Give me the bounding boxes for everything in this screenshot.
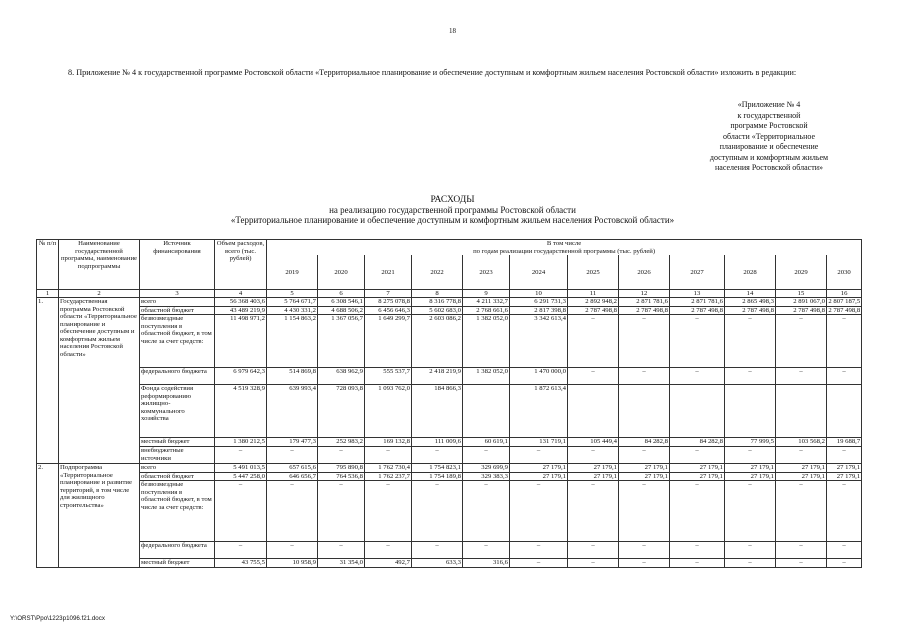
year-value-cell: – (463, 447, 510, 464)
header-year: 2020 (318, 255, 365, 289)
funding-source: местный бюджет (140, 438, 215, 447)
total-value-cell: 4 519 328,9 (215, 385, 267, 438)
column-number: 4 (215, 289, 267, 298)
year-value-cell: 4 688 506,2 (318, 306, 365, 315)
funding-source: безвозмездные поступления в областной бюджет, в том числе за счет средств: (140, 481, 215, 542)
year-value-cell: 27 179,1 (776, 472, 827, 481)
header-year: 2027 (670, 255, 725, 289)
column-number: 15 (776, 289, 827, 298)
column-number: 12 (619, 289, 670, 298)
header-year: 2019 (267, 255, 318, 289)
year-value-cell: – (412, 542, 463, 559)
year-value-cell: – (365, 447, 412, 464)
year-value-cell: – (670, 447, 725, 464)
year-value-cell: 646 656,7 (267, 472, 318, 481)
year-value-cell: 27 179,1 (670, 464, 725, 473)
year-value-cell: 2 871 781,6 (619, 298, 670, 307)
year-value-cell: – (827, 315, 862, 368)
year-value-cell: 27 179,1 (568, 472, 619, 481)
year-value-cell: – (670, 542, 725, 559)
header-group-title: В том числе (546, 240, 582, 247)
column-number: 5 (267, 289, 318, 298)
year-value-cell: – (619, 447, 670, 464)
year-value-cell (619, 385, 670, 438)
column-number: 14 (725, 289, 776, 298)
year-value-cell: 2 817 398,8 (510, 306, 568, 315)
column-number: 13 (670, 289, 725, 298)
year-value-cell: 764 536,8 (318, 472, 365, 481)
table-row (37, 542, 862, 559)
year-value-cell: 2 787 498,8 (725, 306, 776, 315)
funding-source: федерального бюджета (140, 368, 215, 385)
title-main: РАСХОДЫ (430, 195, 475, 205)
year-value-cell: – (619, 368, 670, 385)
year-value-cell (725, 385, 776, 438)
year-value-cell: 6 308 546,1 (318, 298, 365, 307)
year-value-cell: – (568, 368, 619, 385)
year-value-cell: – (670, 368, 725, 385)
column-number: 6 (318, 289, 365, 298)
table-row (37, 298, 862, 307)
year-value-cell: 252 983,2 (318, 438, 365, 447)
year-value-cell: 1 649 299,7 (365, 315, 412, 368)
year-value-cell: 169 132,8 (365, 438, 412, 447)
header-year: 2028 (725, 255, 776, 289)
year-value-cell: – (619, 542, 670, 559)
table-row (37, 447, 862, 464)
year-value-cell: 84 282,8 (619, 438, 670, 447)
year-value-cell: 1 754 823,1 (412, 464, 463, 473)
header-name: Наименование государственной программы, наименование подпрограммы (59, 240, 140, 290)
funding-source: всего (140, 464, 215, 473)
appendix-line: области «Территориальное (722, 131, 816, 141)
year-value-cell: – (568, 315, 619, 368)
year-value-cell: 1 093 762,0 (365, 385, 412, 438)
page-number: 18 (449, 27, 456, 35)
year-value-cell: 514 869,8 (267, 368, 318, 385)
year-value-cell: 5 764 671,7 (267, 298, 318, 307)
table-row (37, 464, 862, 473)
year-value-cell: – (267, 542, 318, 559)
year-value-cell: 1 367 056,7 (318, 315, 365, 368)
year-value-cell: 2 787 498,8 (776, 306, 827, 315)
year-value-cell: – (568, 542, 619, 559)
year-value-cell: 27 179,1 (510, 464, 568, 473)
year-value-cell: – (463, 542, 510, 559)
year-value-cell: 638 962,9 (318, 368, 365, 385)
column-number: 1 (37, 289, 59, 298)
year-value-cell: – (619, 315, 670, 368)
header-year: 2029 (776, 255, 827, 289)
total-value-cell: 56 368 403,6 (215, 298, 267, 307)
year-value-cell: – (412, 481, 463, 542)
funding-source: местный бюджет (140, 559, 215, 568)
table-row (37, 559, 862, 568)
year-value-cell: 2 768 661,6 (463, 306, 510, 315)
year-value-cell: 555 537,7 (365, 368, 412, 385)
year-value-cell: 2 787 498,8 (670, 306, 725, 315)
funding-source: областной бюджет (140, 472, 215, 481)
year-value-cell: 27 179,1 (827, 472, 862, 481)
year-value-cell: 84 282,8 (670, 438, 725, 447)
document-title (0, 195, 905, 225)
year-value-cell: – (827, 447, 862, 464)
year-value-cell: – (725, 542, 776, 559)
year-value-cell: – (568, 481, 619, 542)
year-value-cell: – (412, 447, 463, 464)
title-sub1: на реализацию государственной программы Ростовской области (329, 205, 576, 215)
year-value-cell: – (365, 542, 412, 559)
table-row (37, 385, 862, 438)
year-value-cell: 5 602 683,0 (412, 306, 463, 315)
year-value-cell: 2 865 498,3 (725, 298, 776, 307)
year-value-cell: 2 787 498,8 (619, 306, 670, 315)
year-value-cell: 2 787 498,8 (568, 306, 619, 315)
year-value-cell: 639 993,4 (267, 385, 318, 438)
total-value-cell: 11 498 971,2 (215, 315, 267, 368)
header-source: Источник финансирования (140, 240, 215, 290)
year-value-cell: – (510, 481, 568, 542)
header-total: Объем расходов, всего (тыс. рублей) (215, 240, 267, 290)
table-row (37, 368, 862, 385)
year-value-cell: – (510, 447, 568, 464)
year-value-cell: 27 179,1 (619, 464, 670, 473)
header-year: 2023 (463, 255, 510, 289)
column-number: 8 (412, 289, 463, 298)
year-value-cell: 131 719,1 (510, 438, 568, 447)
year-value-cell: 1 382 052,0 (463, 315, 510, 368)
title-sub2: «Территориальное планирование и обеспечение доступным и комфортным жильем населения Ростовской области» (230, 215, 675, 225)
year-value-cell: 103 568,2 (776, 438, 827, 447)
year-value-cell: – (267, 447, 318, 464)
year-value-cell: 179 477,3 (267, 438, 318, 447)
header-year: 2021 (365, 255, 412, 289)
year-value-cell: – (827, 559, 862, 568)
year-value-cell: – (510, 559, 568, 568)
header-year: 2022 (412, 255, 463, 289)
year-value-cell: 2 787 498,8 (828, 306, 861, 314)
year-value-cell: – (568, 559, 619, 568)
appendix-line: к государственной (737, 110, 801, 120)
column-number: 3 (140, 289, 215, 298)
year-value-cell: 2 603 086,2 (412, 315, 463, 368)
year-value-cell: – (827, 542, 862, 559)
year-value-cell: 1 154 863,2 (267, 315, 318, 368)
year-value-cell: 4 430 331,2 (267, 306, 318, 315)
year-value-cell: 31 354,0 (318, 559, 365, 568)
header-year: 2025 (568, 255, 619, 289)
year-value-cell: 316,6 (463, 559, 510, 568)
footer-file-path: Y:\ORST\Ppo\1223p1096.f21.docx (10, 615, 105, 622)
year-value-cell: – (725, 481, 776, 542)
year-value-cell: 1 382 052,0 (463, 368, 510, 385)
year-value-cell: – (619, 481, 670, 542)
section-number: 1. (37, 298, 59, 464)
section-number: 2. (37, 464, 59, 568)
funding-source: областной бюджет (140, 306, 215, 315)
header-year: 2024 (510, 255, 568, 289)
year-value-cell: 795 890,8 (318, 464, 365, 473)
total-value-cell: 1 380 212,5 (215, 438, 267, 447)
funding-source: федерального бюджета (140, 542, 215, 559)
year-value-cell: 6 291 731,3 (510, 298, 568, 307)
appendix-line: доступным и комфортным жильем (709, 152, 829, 162)
year-value-cell: – (619, 559, 670, 568)
year-value-cell: 1 470 000,0 (510, 368, 568, 385)
year-value-cell: – (725, 315, 776, 368)
year-value-cell: – (725, 368, 776, 385)
appendix-reference (684, 100, 854, 174)
year-value-cell: 27 179,1 (568, 464, 619, 473)
expenditure-table (36, 239, 862, 568)
column-number: 10 (510, 289, 568, 298)
year-value-cell: 27 179,1 (725, 464, 776, 473)
year-value-cell: 27 179,1 (725, 472, 776, 481)
total-value-cell: 5 447 258,0 (215, 472, 267, 481)
year-value-cell: 2 418 219,9 (412, 368, 463, 385)
year-value-cell: – (776, 559, 827, 568)
year-value-cell: 27 179,1 (510, 472, 568, 481)
program-name: Подпрограмма «Территориальное планирование и развитие территорий, в том числе для жилищного строительства» (59, 464, 140, 568)
appendix-line: «Приложение № 4 (737, 100, 801, 109)
program-name: Государственная программа Ростовской области «Территориальное планирование и обеспечение доступным и комфортным жильем населения Ростовской области» (59, 298, 140, 464)
funding-source: безвозмездные поступления в областной бюджет, в том числе за счет средств: (140, 315, 215, 368)
column-number: 2 (59, 289, 140, 298)
table-row (37, 481, 862, 542)
year-value-cell: 728 093,8 (318, 385, 365, 438)
year-value-cell: 2 892 948,2 (568, 298, 619, 307)
year-value-cell: 657 615,6 (267, 464, 318, 473)
total-value-cell: 43 755,5 (215, 559, 267, 568)
year-value-cell: 329 699,9 (463, 464, 510, 473)
year-value-cell: – (827, 481, 862, 542)
year-value-cell: 111 009,6 (412, 438, 463, 447)
appendix-line: программе Ростовской (730, 121, 808, 130)
year-value-cell: 2 891 067,0 (776, 298, 827, 307)
year-value-cell: – (776, 447, 827, 464)
total-value-cell: – (215, 447, 267, 464)
table-row (37, 315, 862, 368)
header-year: 2026 (619, 255, 670, 289)
year-value-cell: 1 754 189,8 (412, 472, 463, 481)
year-value-cell: – (670, 559, 725, 568)
year-value-cell: – (776, 481, 827, 542)
year-value-cell: 105 449,4 (568, 438, 619, 447)
year-value-cell: 1 762 237,7 (365, 472, 412, 481)
year-value-cell: – (510, 542, 568, 559)
header-group (267, 240, 862, 256)
year-value-cell: 10 958,9 (267, 559, 318, 568)
year-value-cell: 6 456 646,3 (365, 306, 412, 315)
year-value-cell (463, 385, 510, 438)
year-value-cell: – (776, 315, 827, 368)
year-value-cell: 8 275 078,8 (365, 298, 412, 307)
funding-source: внебюджетные источники (140, 447, 215, 464)
appendix-line: планирование и обеспечение (719, 142, 819, 151)
year-value-cell: 633,3 (412, 559, 463, 568)
year-value-cell: – (827, 368, 862, 385)
header-num: № п/п (37, 240, 59, 290)
year-value-cell: – (463, 481, 510, 542)
year-value-cell: – (318, 542, 365, 559)
table-row (37, 306, 862, 315)
intro-paragraph: 8. Приложение № 4 к государственной программе Ростовской области «Территориальное планирование и обеспечение доступным и комфортным жильем населения Ростовской области» изложить в редакции: (68, 68, 797, 77)
year-value-cell: 2 871 781,6 (670, 298, 725, 307)
year-value-cell: – (568, 447, 619, 464)
year-value-cell: – (670, 315, 725, 368)
year-value-cell: – (267, 481, 318, 542)
year-value-cell: 2 807 187,5 (828, 298, 861, 305)
year-value-cell: 492,7 (365, 559, 412, 568)
appendix-line: населения Ростовской области» (715, 163, 823, 172)
year-value-cell (670, 385, 725, 438)
total-value-cell: 5 491 013,5 (215, 464, 267, 473)
year-value-cell: – (318, 481, 365, 542)
total-value-cell: – (215, 542, 267, 559)
year-value-cell (776, 385, 827, 438)
table-row (37, 438, 862, 447)
funding-source: всего (140, 298, 215, 307)
year-value-cell: – (776, 542, 827, 559)
year-value-cell (568, 385, 619, 438)
year-value-cell: 329 383,3 (463, 472, 510, 481)
total-value-cell: – (215, 481, 267, 542)
year-value-cell: 184 866,3 (412, 385, 463, 438)
total-value-cell: 6 979 642,3 (215, 368, 267, 385)
year-value-cell: 1 762 730,4 (365, 464, 412, 473)
column-number: 7 (365, 289, 412, 298)
header-group-sub: по годам реализации государственной программы (тыс. рублей) (473, 247, 656, 255)
year-value-cell: 77 999,5 (725, 438, 776, 447)
year-value-cell: – (725, 447, 776, 464)
column-number: 9 (463, 289, 510, 298)
year-value-cell: 1 872 613,4 (510, 385, 568, 438)
year-value-cell: 4 211 332,7 (463, 298, 510, 307)
year-value-cell (827, 385, 862, 438)
year-value-cell: – (725, 559, 776, 568)
table-row (37, 472, 862, 481)
year-value-cell: 8 316 778,8 (412, 298, 463, 307)
year-value-cell: 27 179,1 (619, 472, 670, 481)
year-value-cell: 27 179,1 (670, 472, 725, 481)
year-value-cell: 60 619,1 (463, 438, 510, 447)
total-value-cell: 43 489 219,9 (215, 306, 267, 315)
header-year: 2030 (827, 255, 862, 289)
year-value-cell: 3 342 613,4 (510, 315, 568, 368)
column-number: 16 (827, 289, 862, 298)
year-value-cell: 27 179,1 (776, 464, 827, 473)
column-number: 11 (568, 289, 619, 298)
year-value-cell: 27 179,1 (827, 464, 862, 473)
year-value-cell: – (318, 447, 365, 464)
year-value-cell: 19 688,7 (827, 438, 862, 447)
year-value-cell: – (365, 481, 412, 542)
funding-source: Фонда содействия реформированию жилищно-коммунального хозяйства (140, 385, 215, 438)
year-value-cell: – (776, 368, 827, 385)
year-value-cell: – (670, 481, 725, 542)
